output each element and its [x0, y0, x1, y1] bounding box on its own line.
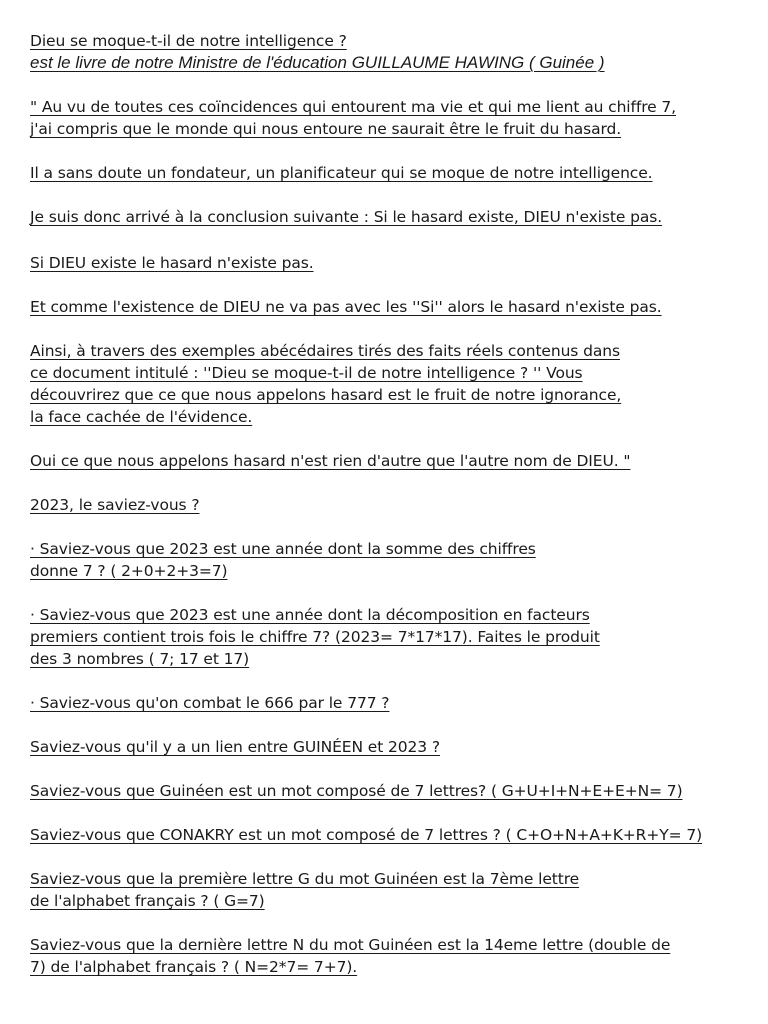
book-title: Dieu se moque-t-il de notre intelligence ?	[30, 32, 347, 50]
fact-factors-2: premiers contient trois fois le chiffre 7? (2023= 7*17*17). Faites le produit	[30, 628, 600, 646]
fact-guineen-letters: Saviez-vous que Guinéen est un mot composé de 7 lettres? ( G+U+I+N+E+E+N= 7)	[30, 782, 683, 800]
section-heading-2023: 2023, le saviez-vous ?	[30, 496, 200, 514]
fact-guineen-link: Saviez-vous qu'il y a un lien entre GUINÉEN et 2023 ?	[30, 738, 441, 756]
paragraph-ainsi-3: découvrirez que ce que nous appelons hasard est le fruit de notre ignorance,	[30, 386, 622, 404]
paragraph-oui: Oui ce que nous appelons hasard n'est rien d'autre que l'autre nom de DIEU. "	[30, 452, 631, 470]
paragraph-founder: Il a sans doute un fondateur, un planificateur qui se moque de notre intelligence.	[30, 164, 653, 182]
fact-letter-n-2: 7) de l'alphabet français ? ( N=2*7= 7+7).	[30, 958, 358, 976]
paragraph-conclusion: Je suis donc arrivé à la conclusion suivante : Si le hasard existe, DIEU n'existe pas.	[30, 208, 663, 226]
paragraph-ainsi-4: la face cachée de l'évidence.	[30, 408, 253, 426]
fact-sum-1: · Saviez-vous que 2023 est une année dont la somme des chiffres	[30, 540, 536, 558]
fact-factors-3: des 3 nombres ( 7; 17 et 17)	[30, 650, 250, 668]
fact-letter-n-1: Saviez-vous que la dernière lettre N du mot Guinéen est la 14eme lettre (double de	[30, 936, 671, 954]
fact-letter-g-2: de l'alphabet français ? ( G=7)	[30, 892, 265, 910]
fact-factors-1: · Saviez-vous que 2023 est une année dont la décomposition en facteurs	[30, 606, 590, 624]
paragraph-dieu-existe: Si DIEU existe le hasard n'existe pas.	[30, 254, 314, 272]
paragraph-si: Et comme l'existence de DIEU ne va pas avec les ''Si'' alors le hasard n'existe pas.	[30, 298, 662, 316]
paragraph-ainsi-2: ce document intitulé : ''Dieu se moque-t-il de notre intelligence ? '' Vous	[30, 364, 583, 382]
fact-letter-g-1: Saviez-vous que la première lettre G du mot Guinéen est la 7ème lettre	[30, 870, 580, 888]
fact-sum-2: donne 7 ? ( 2+0+2+3=7)	[30, 562, 228, 580]
fact-666: · Saviez-vous qu'on combat le 666 par le 777 ?	[30, 694, 390, 712]
paragraph-ainsi-1: Ainsi, à travers des exemples abécédaires tirés des faits réels contenus dans	[30, 342, 620, 360]
quote-line-2: j'ai compris que le monde qui nous entoure ne saurait être le fruit du hasard.	[30, 120, 622, 138]
fact-conakry-letters: Saviez-vous que CONAKRY est un mot composé de 7 lettres ? ( C+O+N+A+K+R+Y= 7)	[30, 826, 703, 844]
quote-line-1: " Au vu de toutes ces coïncidences qui entourent ma vie et qui me lient au chiffre 7,	[30, 98, 676, 116]
book-author-line: est le livre de notre Ministre de l'éducation GUILLAUME HAWING ( Guinée )	[30, 53, 605, 72]
